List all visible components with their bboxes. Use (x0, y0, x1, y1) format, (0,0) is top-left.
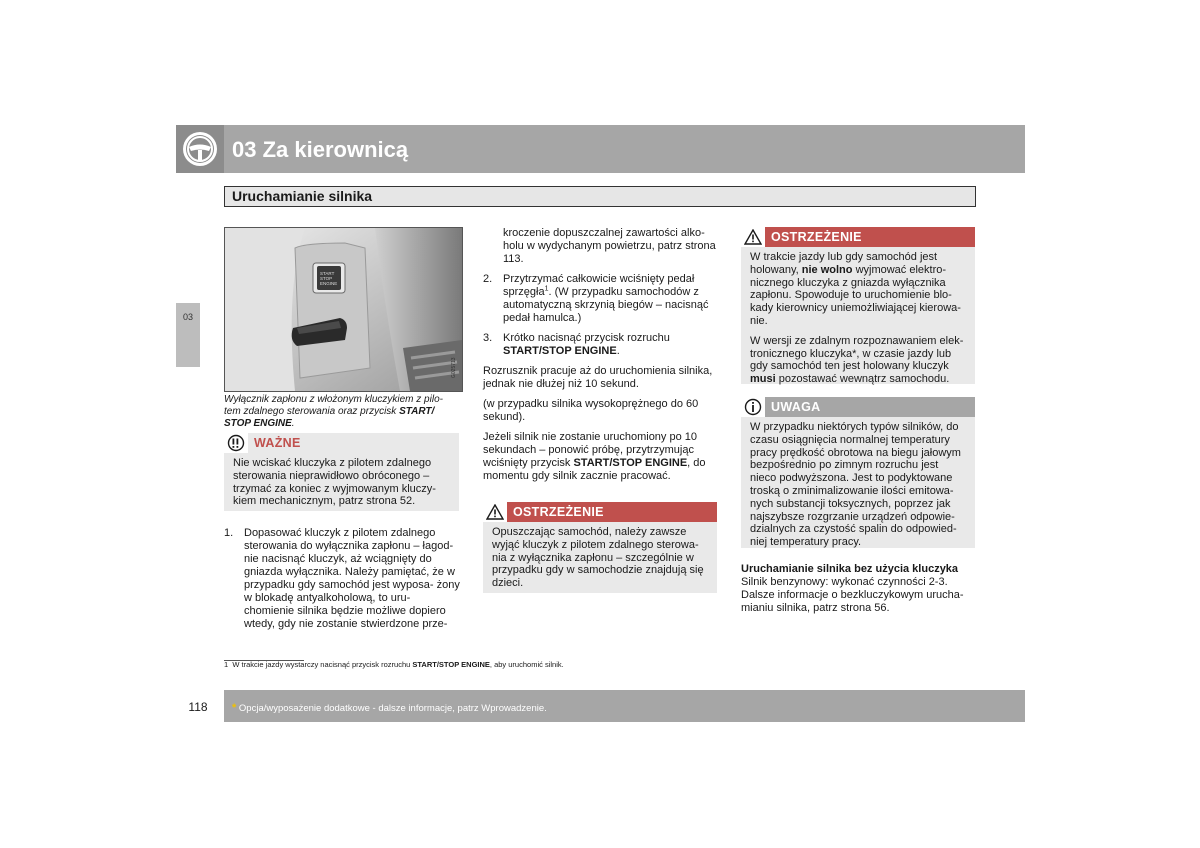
list-text (503, 332, 719, 358)
steering-wheel-icon (176, 125, 224, 173)
info-icon (744, 398, 762, 416)
list-text (503, 273, 719, 325)
warning-text-part: wyjmować elektro- nicznego kluczyka z gniazda wyłącznika zapłonu. Spowoduje to uruchomienie blo- kady kierownicy uniemożliwiającej kierowa- nie. (750, 263, 961, 327)
note-box (741, 397, 975, 548)
chapter-side-tab-label: 03 (182, 312, 193, 322)
note-box-header (741, 397, 975, 417)
warning-box-header (741, 227, 975, 247)
footnote-number: 1 (224, 660, 229, 669)
subsection-heading: Uruchamianie silnika bez użycia kluczyka (741, 563, 959, 575)
svg-text:STOP: STOP (320, 276, 333, 281)
warning-title: OSTRZEŻENIE (771, 230, 862, 244)
optional-equipment-star: * (232, 702, 237, 714)
warning-title: OSTRZEŻENIE (513, 505, 604, 519)
footnote (224, 660, 564, 670)
warning-box-exit (483, 502, 717, 593)
footnote-text: , aby uruchomić silnik. (489, 660, 564, 669)
list-continuation: kroczenie dopuszczalnej zawartości alko- holu w wydychanym powietrzu, patrz strona 113. (503, 227, 716, 265)
photo-caption-line1: Wyłącznik zapłonu z włożonym kluczykiem z pilo- (224, 394, 443, 405)
paragraph-bold: START/STOP ENGINE (573, 457, 688, 469)
section-title: Uruchamianie silnika (232, 188, 373, 204)
warning-text-part: W wersji ze zdalnym rozpoznawaniem elek- tronicznego kluczyka*, w czasie jazdy lub gdy samochód ten jest holowany kluczyk (750, 334, 964, 373)
footnote-bold: START/STOP ENGINE (412, 660, 490, 669)
warning-text-part: pozostawać wewnątrz samochodu. (775, 373, 950, 386)
warning-icon-cell (483, 502, 507, 522)
warning-icon-cell (741, 227, 765, 247)
footnote-ref: 1 (544, 285, 549, 293)
warning-text-bold: musi (750, 373, 776, 386)
photo-caption (224, 394, 464, 430)
footer-note-text: Opcja/wyposażenie dodatkowe - dalsze informacje, patrz Wprowadzenie. (238, 703, 547, 714)
photo-caption-bold1: START/ (399, 406, 435, 417)
important-box-header (224, 433, 459, 453)
column-2 (483, 227, 719, 490)
list-item (483, 332, 719, 358)
list-text-part: Krótko nacisnąć przycisk rozruchu (503, 332, 670, 344)
photo-caption-bold2: STOP ENGINE (224, 418, 292, 429)
warning-text-part: W trakcie jazdy lub gdy samochód jest holowany, (750, 251, 938, 276)
warning-paragraph (750, 251, 965, 328)
list-text-part: Przytrzymać całkowicie wciśnięty pedał sprzęgła (503, 273, 695, 298)
photo-code: G025713 (451, 357, 457, 378)
paragraph: Dalsze informacje o bezkluczykowym urucha- mianiu silnika, patrz strona 56. (741, 589, 964, 614)
warning-triangle-icon (744, 229, 762, 245)
steering-wheel-icon-box (176, 125, 224, 173)
paragraph (483, 431, 719, 483)
important-box (224, 433, 459, 511)
warning-box-header (483, 502, 717, 522)
svg-text:ENGINE: ENGINE (320, 281, 338, 286)
note-title: UWAGA (771, 400, 821, 414)
warning-text-bold: nie wolno (801, 263, 853, 276)
important-icon-cell (224, 433, 248, 453)
note-text: W przypadku niektórych typów silników, do czasu osiągnięcia normalnej temperatury pracy prędkość obrotowa na biegu jałowym bezpośrednio po zimnym rozruchu jest nieco podwyższona. Jest to podyktowane troską o zminimalizowanie ilości emitowa- nych substancji toksycznych, poprzez jak najszybsze rozgrzanie urządzeń odpowie- dzialnych za czystość spalin do odpowied- niej temperatury pracy. (750, 421, 961, 549)
keyless-start-section (741, 563, 977, 615)
warning-paragraph (750, 335, 965, 386)
warning-text: Opuszczając samochód, należy zawsze wyjąć kluczyk z pilotem zdalnego sterowa- nia z wyłącznika zapłonu – szczególnie w przypadku gdy w samochodzie znajdują się dzieci. (492, 526, 704, 590)
page-number: 118 (188, 700, 208, 714)
chapter-title: 03 Za kierownicą (232, 137, 409, 162)
column-1 (224, 527, 460, 638)
photo-caption-end: . (291, 418, 295, 429)
list-text-part: . (W przypadku samochodów z automatyczną skrzynią biegów – nacisnąć pedał hamulca.) (503, 286, 709, 324)
footer-note (232, 702, 547, 714)
info-icon-cell (741, 397, 765, 417)
exclamation-icon (227, 434, 245, 452)
list-number: 3. (483, 332, 493, 344)
list-number: 1. (224, 527, 234, 539)
paragraph-part: Jeżeli silnik nie zostanie uruchomiony po 10 sekundach – ponowić próbę, przytrzymując wciśnięty przycisk (483, 431, 698, 469)
important-title: WAŻNE (254, 436, 301, 450)
warning-box-driving (741, 227, 975, 384)
paragraph: Rozrusznik pracuje aż do uruchomienia silnika, jednak nie dłużej niż 10 sekund. (483, 365, 713, 390)
important-text: Nie wciskać kluczyka z pilotem zdalnego sterowania nieprawidłowo obróconego – trzymać za koniec z wyjmowanym kluczy- kiem mechanicznym, patrz strona 52. (233, 457, 436, 508)
list-text-bold: START/STOP ENGINE (503, 345, 617, 357)
warning-body (741, 247, 975, 392)
svg-text:START: START (320, 271, 335, 276)
paragraph-part: , do momentu gdy silnik zacznie pracować. (483, 457, 706, 482)
list-text-part: . (616, 345, 620, 357)
footnote-text: W trakcie jazdy wystarczy nacisnąć przycisk rozruchu (232, 660, 413, 669)
list-number: 2. (483, 273, 493, 285)
list-item (483, 273, 719, 325)
paragraph: (w przypadku silnika wysokoprężnego do 60 sekund). (483, 398, 699, 423)
list-text: Dopasować kluczyk z pilotem zdalnego sterowania do wyłącznika zapłonu – łagod- nie nacisnąć kluczyk, aż wciągnięty do gniazda wyłącznika. Należy pamiętać, że w przypadku gdy samochód jest wyposa- żony w blokadę antyalkoholową, to uru- chomienie silnika będzie możliwe dopiero wtedy, gdy nie zostanie stwierdzone prze- (244, 527, 460, 630)
list-item (224, 527, 460, 631)
warning-triangle-icon (486, 504, 504, 520)
photo-caption-line2: tem zdalnego sterowania oraz przycisk (224, 406, 400, 417)
ignition-switch-photo (224, 227, 463, 392)
paragraph: Silnik benzynowy: wykonać czynności 2-3. (741, 576, 948, 588)
